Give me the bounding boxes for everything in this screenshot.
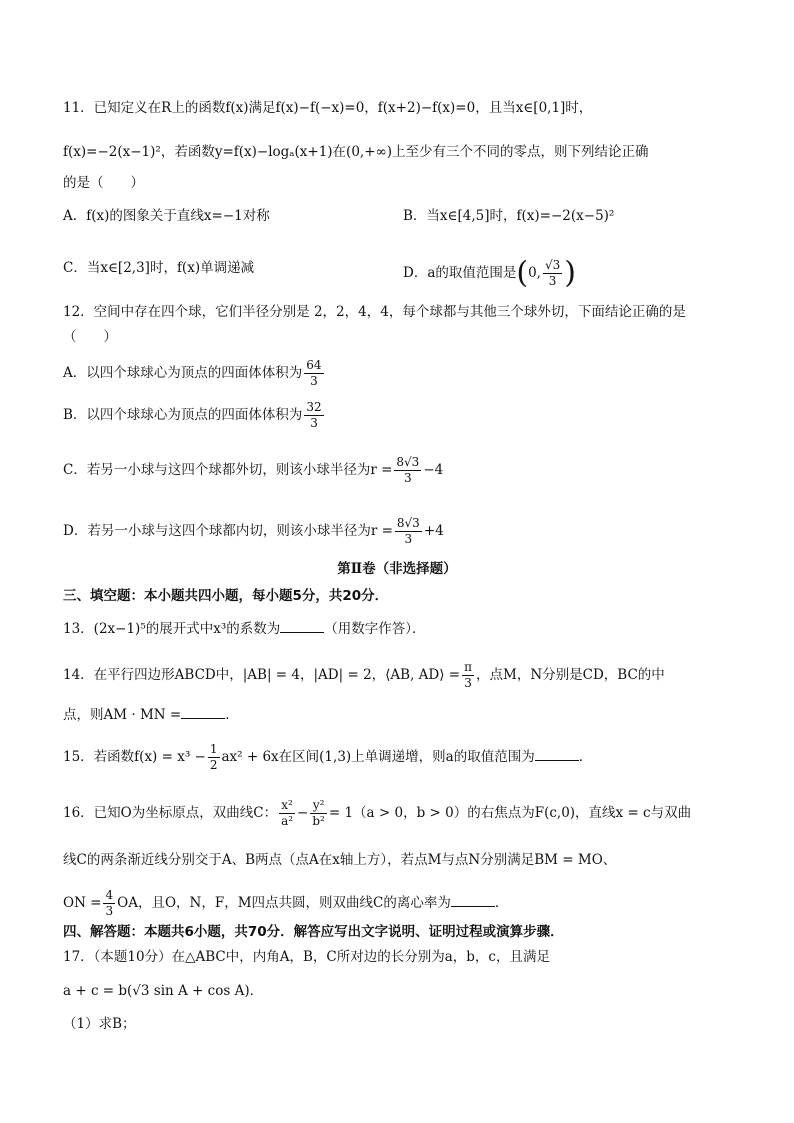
q11-option-a: A．f(x)的图象关于直线x=−1对称 — [63, 208, 270, 224]
fraction-numerator: √3 — [544, 258, 561, 272]
q11-option-d-fraction — [543, 258, 562, 289]
q16-period: ． — [494, 895, 509, 911]
q16-text-b: = 1（a > 0，b > 0）的右焦点为F(c,0)，直线x = c与双曲 — [328, 805, 692, 821]
q13 — [63, 618, 734, 639]
q17-line2: a + c = b(√3 sin A + cos A)． — [63, 983, 264, 999]
answer-blank — [280, 618, 324, 633]
fraction-denominator: 3 — [548, 274, 557, 288]
fraction-numerator: 8√3 — [396, 455, 420, 469]
q12-option-a-fraction — [304, 358, 323, 389]
q14-text-b: ，点M，N分别是CD，BC的中 — [476, 667, 665, 683]
fraction-denominator: 3 — [310, 374, 318, 388]
part2-title: 第Ⅱ卷（非选择题） — [337, 561, 457, 577]
q11-option-d-zero: 0, — [528, 265, 541, 281]
q11-line1: 11．已知定义在R上的函数f(x)满足f(x)−f(−x)=0，f(x+2)−f(x)=0，且当x∈[0,1]时， — [63, 100, 593, 116]
q12-option-c — [63, 455, 734, 486]
q12-option-c-fraction — [394, 455, 421, 486]
q11-line3: 的是（ ） — [63, 175, 144, 191]
q16-line1 — [63, 798, 734, 829]
q11-option-b: B．当x∈[4,5]时，f(x)=−2(x−5)² — [403, 208, 615, 224]
q16-text: 16．已知O为坐标原点，双曲线C： — [63, 805, 278, 821]
q11-line2: f(x)=−2(x−1)²，若函数y=f(x)−logₐ(x+1)在(0,+∞)上至少有三个不同的零点，则下列结论正确 — [63, 144, 649, 160]
fraction-numerator: 32 — [306, 400, 322, 414]
minus-sign: − — [297, 805, 309, 821]
q12-option-d-fraction — [395, 516, 422, 547]
option-text: B．以四个球球心为顶点的四面体体积为 — [63, 407, 303, 423]
section4-heading: 四、解答题：本题共6小题，共70分．解答应写出文字说明、证明过程或演算步骤． — [63, 924, 564, 940]
q12-option-d — [63, 516, 734, 547]
fraction-denominator: 3 — [464, 676, 472, 690]
q12-line2: （ ） — [63, 329, 117, 345]
option-suffix: −4 — [423, 462, 444, 478]
q12-option-b — [63, 400, 734, 431]
q12-line1: 12．空间中存在四个球，它们半径分别是 2，2，4，4，每个球都与其他三个球外切，下面结论正确的是 — [63, 304, 686, 320]
q16-line2: 线C的两条渐近线分别交于A、B两点（点A在x轴上方），若点M与点N分别满足BM = MO、 — [63, 852, 617, 868]
q13-text: 13．(2x−1)⁵的展开式中x³的系数为 — [63, 621, 281, 637]
answer-blank — [535, 746, 579, 761]
q15 — [63, 742, 734, 773]
fraction-denominator: 3 — [105, 904, 114, 918]
paren-close: ) — [564, 255, 576, 291]
q14-period: ． — [225, 707, 239, 723]
q11-options-row1 — [63, 206, 734, 226]
fraction-denominator: 3 — [404, 471, 412, 485]
q11-option-c: C．当x∈[2,3]时，f(x)单调递减 — [63, 260, 255, 276]
q16-fraction-x — [279, 798, 295, 829]
q16-fraction-y — [310, 798, 327, 829]
q11-options-row2 — [63, 255, 734, 291]
q14-line1 — [63, 660, 734, 691]
q13-text-after: （用数字作答）． — [324, 621, 426, 637]
fraction-denominator: 3 — [310, 416, 318, 430]
fraction-numerator: x² — [279, 798, 295, 814]
q17-line1: 17．（本题10分）在△ABC中，内角A，B，C所对边的长分别为a，b，c，且满足 — [63, 949, 550, 965]
q11-option-d-prefix: D．a的取值范围是 — [403, 265, 517, 281]
q14-fraction — [462, 660, 474, 691]
fraction-denominator: 3 — [404, 532, 413, 546]
fraction-denominator: a² — [281, 814, 294, 828]
q14-line2 — [63, 704, 734, 725]
fraction-denominator: b² — [312, 814, 325, 828]
fraction-numerator: 8√3 — [396, 516, 420, 530]
q15-text-b: ax² + 6x在区间(1,3)上单调递增，则a的取值范围为 — [221, 749, 535, 765]
fraction-numerator: 64 — [306, 358, 322, 372]
answer-blank — [181, 704, 225, 719]
q15-text: 15．若函数f(x) = x³ − — [63, 749, 206, 765]
q12-option-a — [63, 358, 734, 389]
q15-period: ． — [578, 749, 593, 765]
fraction-denominator: 2 — [209, 758, 218, 772]
fraction-numerator: 1 — [209, 742, 218, 756]
q15-fraction — [208, 742, 220, 773]
q16-text-3b: OA，且O，N，F，M四点共圆，则双曲线C的离心率为 — [117, 895, 451, 911]
q12-option-b-fraction — [304, 400, 323, 431]
option-text: D．若另一小球与这四个球都内切，则该小球半径为r = — [63, 523, 393, 539]
q16-text-3: ON = — [63, 895, 102, 911]
q16-line3 — [63, 888, 734, 919]
paren-open: ( — [516, 255, 529, 291]
q14-text-2: 点，则AM · MN = — [63, 707, 182, 723]
q16-fraction-ratio — [103, 888, 115, 919]
q17-line3: （1）求B； — [63, 1016, 136, 1032]
option-suffix: +4 — [423, 523, 444, 539]
option-text: C．若另一小球与这四个球都外切，则该小球半径为r = — [63, 462, 393, 478]
fraction-numerator: y² — [310, 798, 327, 814]
answer-blank — [451, 892, 495, 907]
section3-heading: 三、填空题：本小题共四小题，每小题5分，共20分． — [63, 588, 389, 604]
option-text: A．以四个球球心为顶点的四面体体积为 — [63, 365, 303, 381]
fraction-numerator: π — [464, 660, 473, 674]
fraction-numerator: 4 — [105, 888, 114, 902]
q14-text: 14．在平行四边形ABCD中，|AB| = 4，|AD| = 2，⟨AB, AD⟩ = — [63, 667, 461, 683]
q11-option-d — [403, 255, 576, 291]
